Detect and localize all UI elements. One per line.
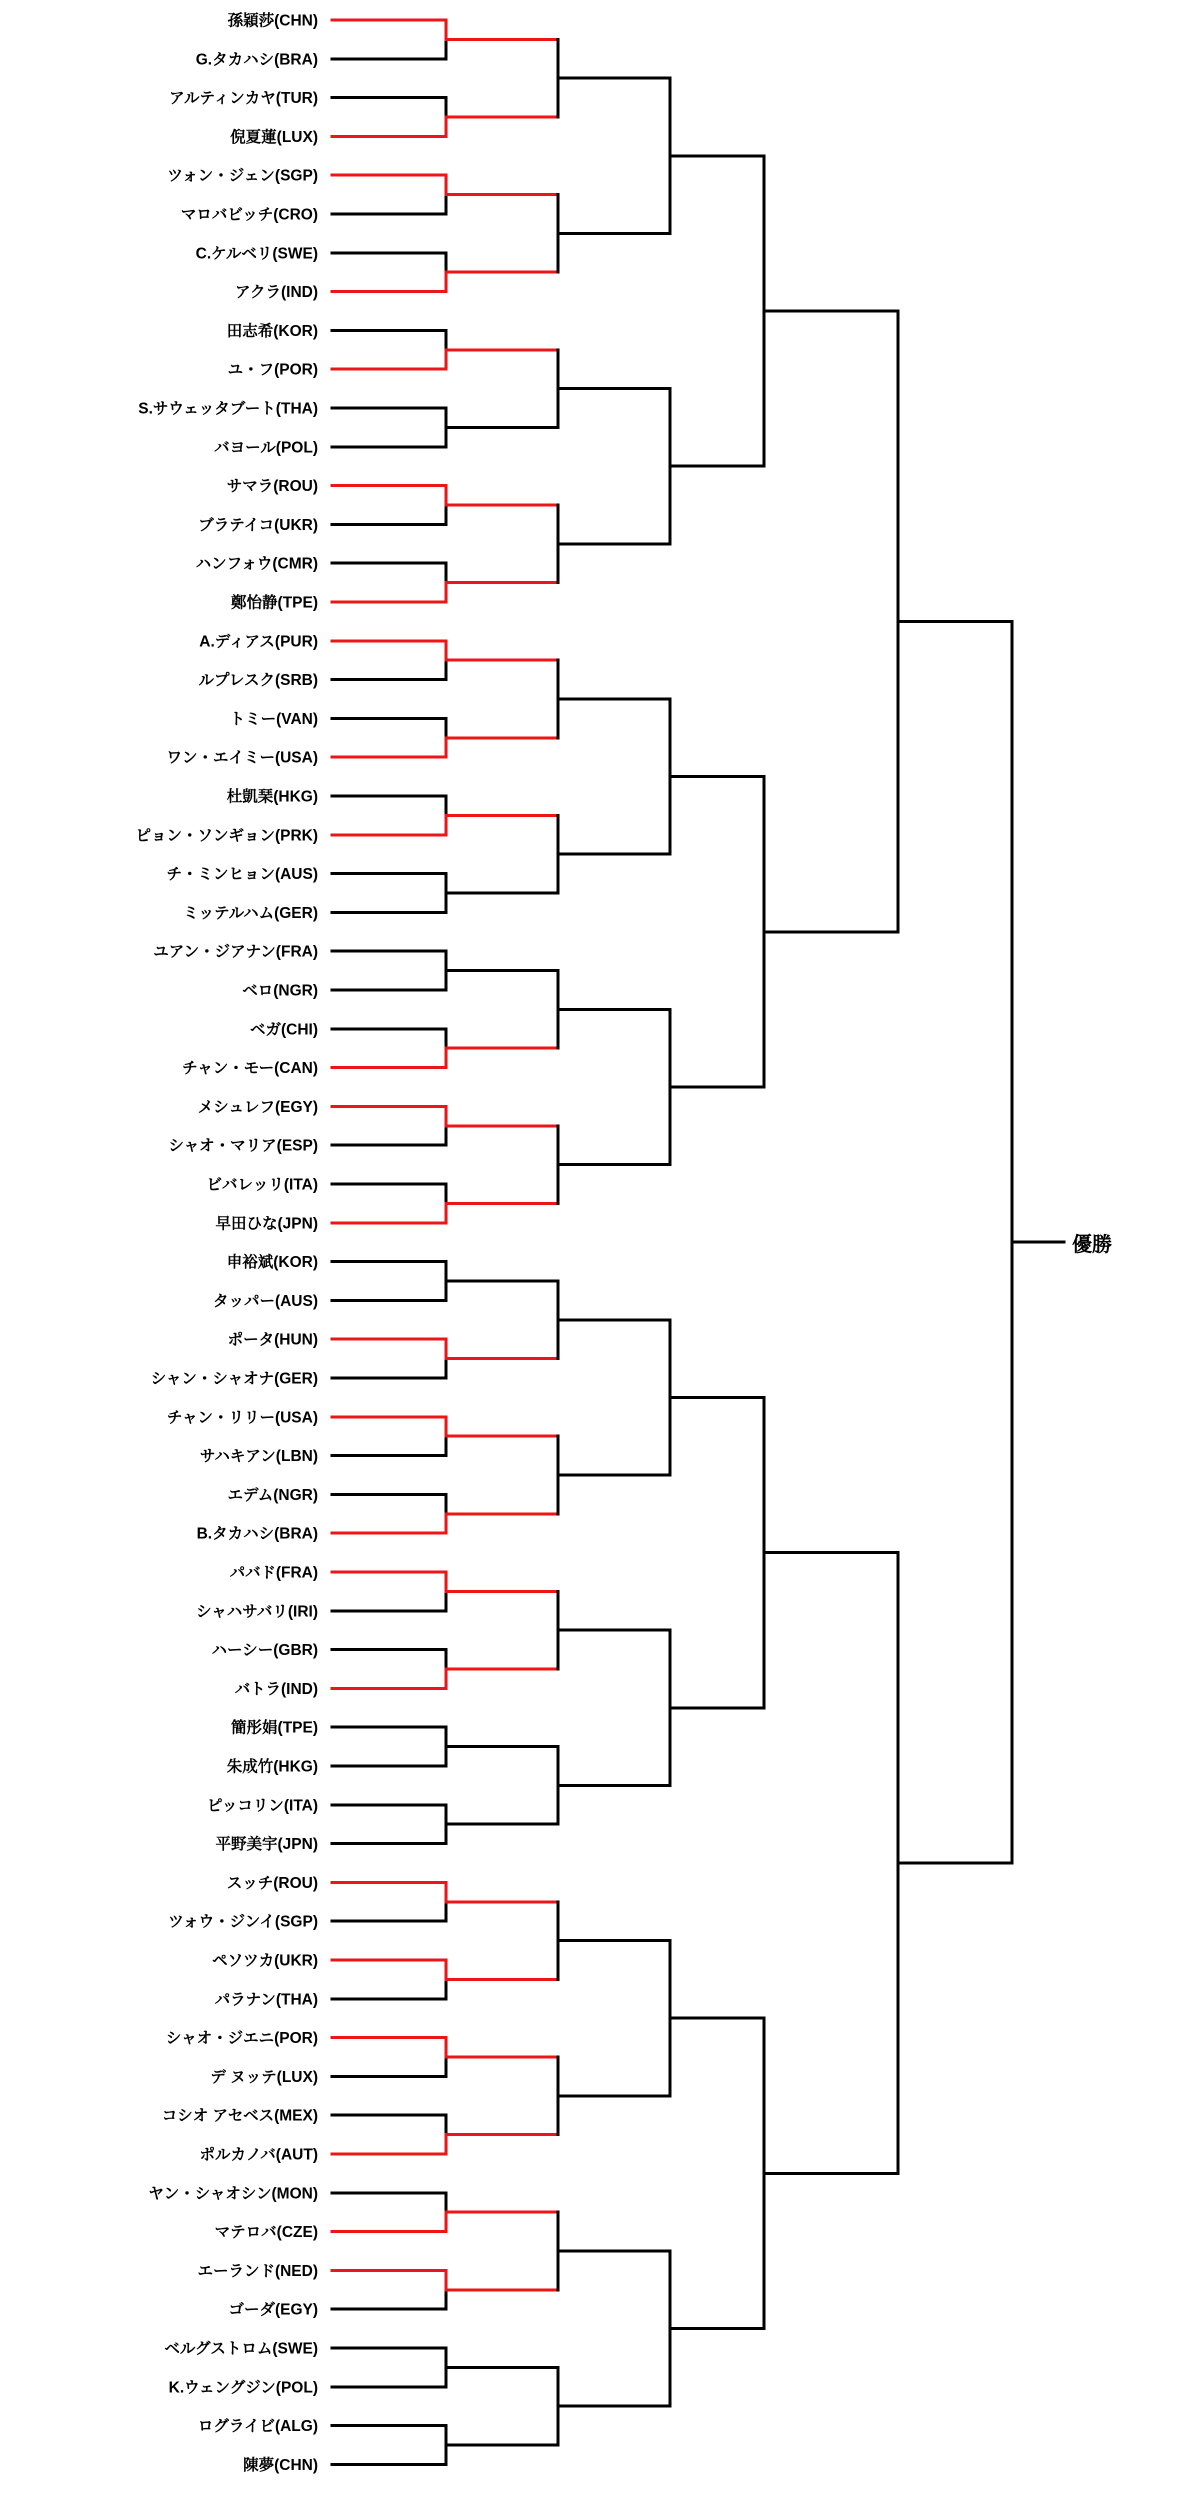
player-label: エデム(NGR) (227, 1486, 318, 1504)
player-label: 孫穎莎(CHN) (227, 12, 318, 30)
player-label: G.タカハシ(BRA) (195, 51, 318, 69)
player-label: スッチ(ROU) (226, 1874, 318, 1892)
player-label: 簡彤娟(TPE) (231, 1719, 318, 1737)
player-label: チ・ミンヒョン(AUS) (166, 866, 318, 884)
player-label: ツォウ・ジンイ(SGP) (168, 1913, 318, 1931)
player-label: ブラテイコ(UKR) (198, 516, 318, 534)
player-label: ピョン・ソンギョン(PRK) (135, 827, 318, 845)
player-label: 早田ひな(JPN) (215, 1215, 318, 1233)
player-label: コシオ アセベス(MEX) (161, 2107, 318, 2125)
player-label: ポータ(HUN) (227, 1331, 318, 1349)
player-label: 平野美宇(JPN) (215, 1836, 318, 1854)
player-label: ビバレッリ(ITA) (206, 1176, 318, 1194)
player-label: 陳夢(CHN) (243, 2456, 318, 2474)
champion-label: 優勝 (1072, 1234, 1112, 1256)
player-label: ルプレスク(SRB) (198, 672, 318, 690)
player-label: チャン・モー(CAN) (182, 1060, 318, 1078)
player-label: 鄭怡静(TPE) (231, 594, 318, 612)
player-label: パラナン(THA) (214, 1991, 318, 2009)
player-label: アクラ(IND) (234, 284, 318, 302)
player-label: サマラ(ROU) (226, 478, 318, 496)
player-label: デ ヌッテ(LUX) (210, 2068, 318, 2086)
player-label: シャン・シャオナ(GER) (150, 1370, 318, 1388)
player-label: ベルグストロム(SWE) (164, 2340, 318, 2358)
player-label: 朱成竹(HKG) (226, 1758, 318, 1776)
player-label: ツォン・ジェン(SGP) (167, 167, 318, 185)
player-label: マロバビッチ(CRO) (180, 206, 318, 224)
player-label: ヤン・シャオシン(MON) (148, 2185, 318, 2203)
player-label: マテロバ(CZE) (214, 2224, 318, 2242)
player-label: ポルカノバ(AUT) (199, 2146, 318, 2164)
player-label: ミッテルハム(GER) (183, 904, 318, 922)
player-label: A.ディアス(PUR) (199, 633, 318, 651)
player-label: メシュレフ(EGY) (197, 1098, 318, 1116)
player-label: チャン・リリー(USA) (166, 1409, 318, 1427)
player-label: ハーシー(GBR) (211, 1642, 318, 1660)
player-label: ベロ(NGR) (242, 982, 318, 1000)
player-label: パバド(FRA) (229, 1564, 318, 1582)
player-label: B.タカハシ(BRA) (196, 1525, 318, 1543)
player-label: タッパー(AUS) (212, 1292, 318, 1310)
player-label: バヨール(POL) (214, 439, 318, 457)
player-label: ハンフォウ(CMR) (195, 555, 318, 573)
player-label: サハキアン(LBN) (199, 1448, 318, 1466)
player-label: シャオ・マリア(ESP) (168, 1137, 318, 1155)
player-label: シャハサバリ(IRI) (196, 1603, 318, 1621)
player-label: ログライビ(ALG) (197, 2418, 318, 2436)
player-label: アルティンカヤ(TUR) (169, 90, 318, 108)
player-label: シャオ・ジエニ(POR) (165, 2030, 318, 2048)
player-label: 杜凱琹(HKG) (226, 788, 318, 806)
player-label: ピッコリン(ITA) (206, 1797, 318, 1815)
player-label: 申裕斌(KOR) (226, 1254, 318, 1272)
player-label: S.サウェッタブート(THA) (138, 400, 318, 418)
player-label: C.ケルベリ(SWE) (195, 245, 318, 263)
player-label: ゴーダ(EGY) (228, 2301, 318, 2319)
player-label: 田志希(KOR) (226, 322, 318, 340)
player-label: ベガ(CHI) (249, 1021, 318, 1039)
player-label: エーランド(NED) (197, 2262, 318, 2280)
player-label: トミー(VAN) (229, 710, 318, 728)
player-label: K.ウェングジン(POL) (168, 2379, 318, 2397)
player-label: 倪夏蓮(LUX) (230, 128, 318, 146)
player-label: ユ・フ(POR) (227, 361, 318, 379)
player-label: ユアン・ジアナン(FRA) (153, 943, 318, 961)
player-label: ペソツカ(UKR) (212, 1952, 318, 1970)
player-label: バトラ(IND) (234, 1680, 318, 1698)
player-label: ワン・エイミー(USA) (166, 749, 318, 767)
